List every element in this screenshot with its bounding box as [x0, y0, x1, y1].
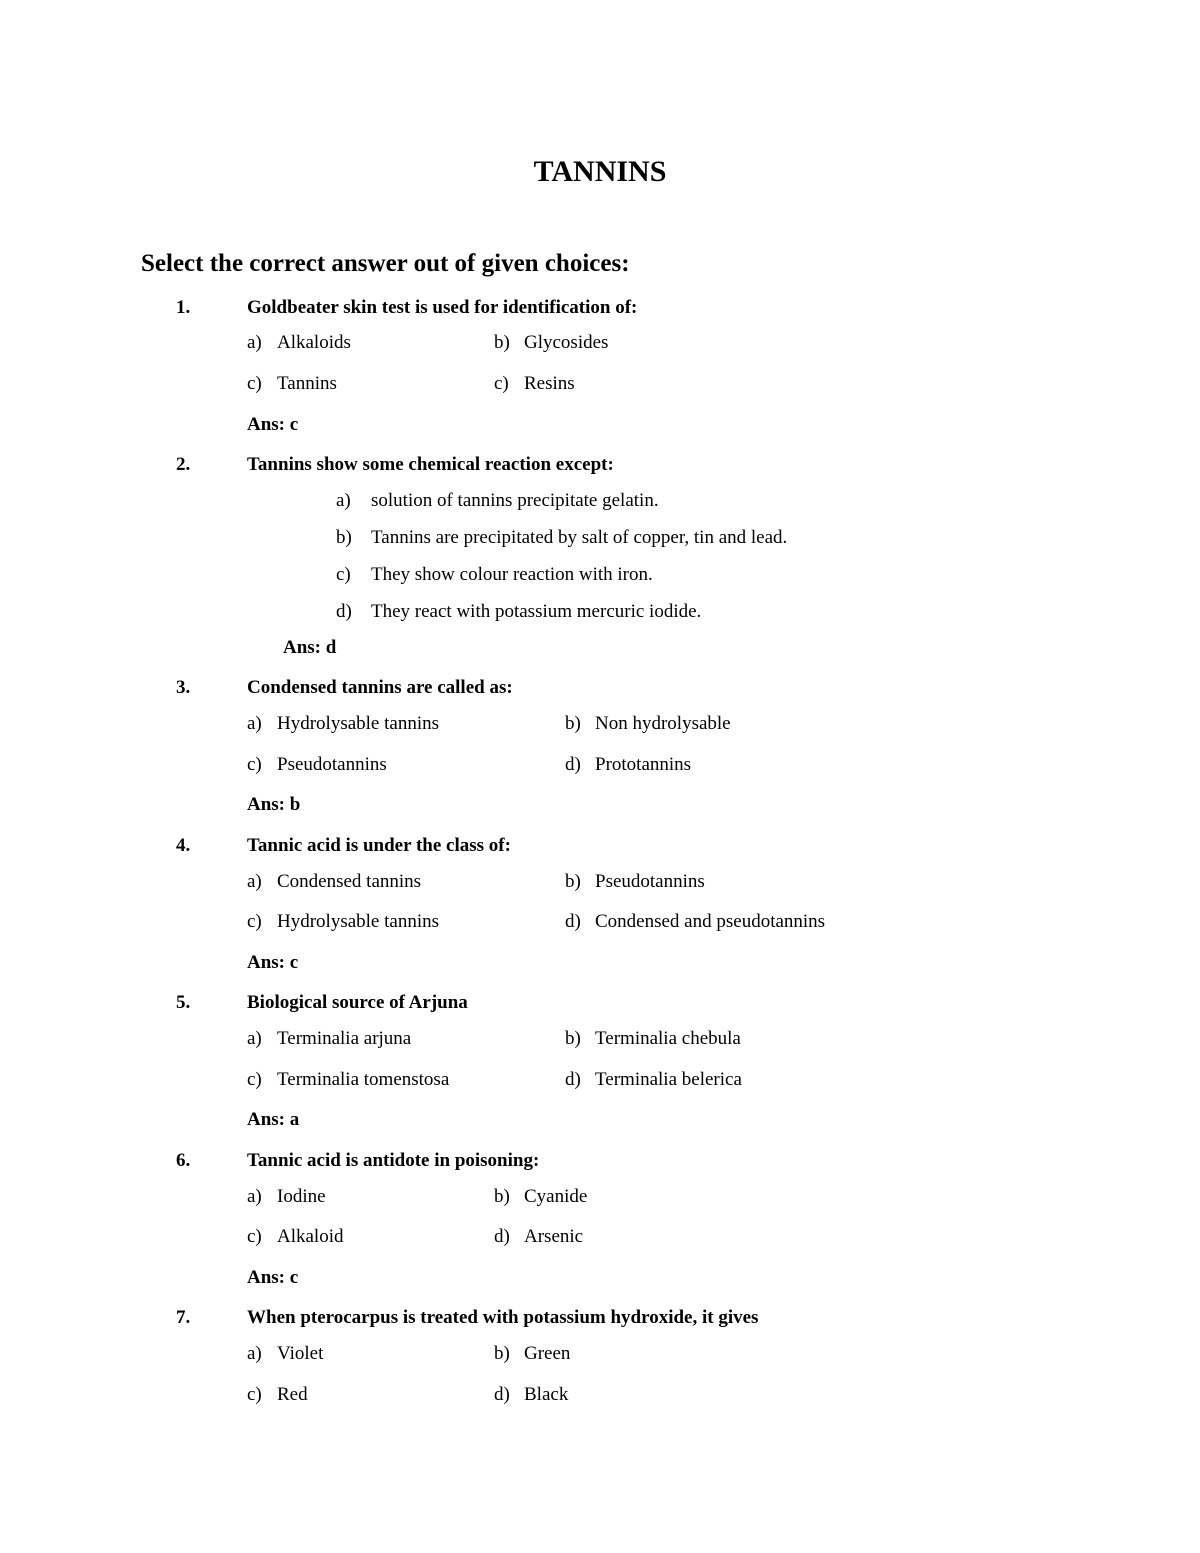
option-letter: d) — [565, 911, 581, 932]
option-text: Condensed and pseudotannins — [595, 911, 826, 932]
option-letter: c) — [247, 1226, 262, 1247]
option-text: Violet — [277, 1343, 324, 1364]
option-letter: d) — [565, 754, 581, 775]
option-text: Resins — [524, 373, 575, 394]
answer: Ans: c — [247, 1267, 299, 1288]
option-text: They show colour reaction with iron. — [371, 564, 653, 585]
option-letter: a) — [247, 1186, 262, 1207]
option-letter: b) — [565, 713, 581, 734]
question-number: 7. — [176, 1307, 191, 1328]
option-text: Tannins — [277, 373, 337, 394]
option-b — [565, 870, 705, 894]
question-number: 5. — [176, 992, 191, 1013]
option-letter: b) — [494, 1343, 510, 1364]
option-b — [494, 1185, 587, 1209]
answer: Ans: c — [247, 952, 299, 973]
option-text: Red — [277, 1384, 308, 1405]
option-c — [247, 753, 387, 777]
option-b — [565, 712, 731, 736]
option-text: Iodine — [277, 1186, 326, 1207]
option-text: Alkaloids — [277, 332, 351, 353]
option-letter: a) — [247, 713, 262, 734]
option-text: Terminalia tomenstosa — [277, 1069, 450, 1090]
option-a — [336, 489, 659, 513]
option-letter: a) — [247, 871, 262, 892]
option-c — [336, 563, 653, 587]
option-a — [247, 712, 439, 736]
option-c — [247, 1383, 308, 1407]
option-letter: c) — [247, 754, 262, 775]
answer: Ans: d — [283, 637, 337, 658]
option-letter: c) — [247, 1069, 262, 1090]
page-title: TANNINS — [533, 155, 667, 188]
answer: Ans: b — [247, 794, 301, 815]
option-text: Hydrolysable tannins — [277, 713, 440, 734]
option-c — [247, 372, 337, 396]
option-text: Terminalia chebula — [595, 1028, 741, 1049]
option-letter: a) — [247, 1343, 262, 1364]
option-text: Hydrolysable tannins — [277, 911, 440, 932]
option-letter: b) — [336, 527, 352, 548]
option-letter: b) — [494, 332, 510, 353]
option-text: Pseudotannins — [595, 871, 705, 892]
option-letter: d) — [494, 1226, 510, 1247]
option-a — [247, 331, 351, 355]
option-text: Alkaloid — [277, 1226, 344, 1247]
option-d — [336, 600, 701, 624]
question-text: Goldbeater skin test is used for identification of: — [247, 297, 638, 318]
option-b — [494, 331, 608, 355]
option-c — [247, 1068, 449, 1092]
option-text: Pseudotannins — [277, 754, 387, 775]
option-b — [565, 1027, 741, 1051]
option-text: Condensed tannins — [277, 871, 422, 892]
option-text: They react with potassium mercuric iodide. — [371, 601, 702, 622]
option-d — [494, 1383, 568, 1407]
answer: Ans: a — [247, 1109, 300, 1130]
option-letter: c) — [247, 911, 262, 932]
option-letter: a) — [336, 490, 351, 511]
option-d — [565, 753, 691, 777]
option-letter: b) — [565, 1028, 581, 1049]
option-text: Green — [524, 1343, 571, 1364]
option-c — [247, 1225, 344, 1249]
question-number: 1. — [176, 297, 191, 318]
option-letter: c) — [247, 1384, 262, 1405]
question-text: Tannins show some chemical reaction except: — [247, 454, 614, 475]
option-text: Tannins are precipitated by salt of copper, tin and lead. — [371, 527, 788, 548]
option-letter: a) — [247, 1028, 262, 1049]
option-letter: c) — [336, 564, 351, 585]
option-letter: b) — [494, 1186, 510, 1207]
option-text: Terminalia belerica — [595, 1069, 742, 1090]
question-number: 6. — [176, 1150, 191, 1171]
question-number: 3. — [176, 677, 191, 698]
option-d — [494, 1225, 583, 1249]
option-text: Prototannins — [595, 754, 692, 775]
option-c — [247, 910, 439, 934]
option-letter: b) — [565, 871, 581, 892]
option-text: Non hydrolysable — [595, 713, 731, 734]
question-text: Tannic acid is under the class of: — [247, 835, 511, 856]
option-text: Terminalia arjuna — [277, 1028, 412, 1049]
option-letter: d) — [336, 601, 352, 622]
option-a — [247, 1027, 411, 1051]
option-d — [494, 372, 575, 396]
option-text: Glycosides — [524, 332, 609, 353]
option-b — [494, 1342, 570, 1366]
instructions: Select the correct answer out of given choices: — [141, 250, 630, 277]
option-letter: d) — [565, 1069, 581, 1090]
option-text: Cyanide — [524, 1186, 588, 1207]
option-a — [247, 1185, 326, 1209]
question-number: 2. — [176, 454, 191, 475]
option-a — [247, 1342, 323, 1366]
question-text: Condensed tannins are called as: — [247, 677, 513, 698]
question-text: When pterocarpus is treated with potassium hydroxide, it gives — [247, 1307, 759, 1328]
option-text: Black — [524, 1384, 569, 1405]
option-text: Arsenic — [524, 1226, 584, 1247]
option-d — [565, 1068, 742, 1092]
option-letter: c) — [247, 373, 262, 394]
option-letter: c) — [494, 373, 509, 394]
question-text: Tannic acid is antidote in poisoning: — [247, 1150, 540, 1171]
option-a — [247, 870, 421, 894]
option-letter: a) — [247, 332, 262, 353]
answer: Ans: c — [247, 414, 299, 435]
option-text: solution of tannins precipitate gelatin. — [371, 490, 659, 511]
question-text: Biological source of Arjuna — [247, 992, 468, 1013]
question-number: 4. — [176, 835, 191, 856]
option-b — [336, 526, 787, 550]
option-letter: d) — [494, 1384, 510, 1405]
option-d — [565, 910, 825, 934]
